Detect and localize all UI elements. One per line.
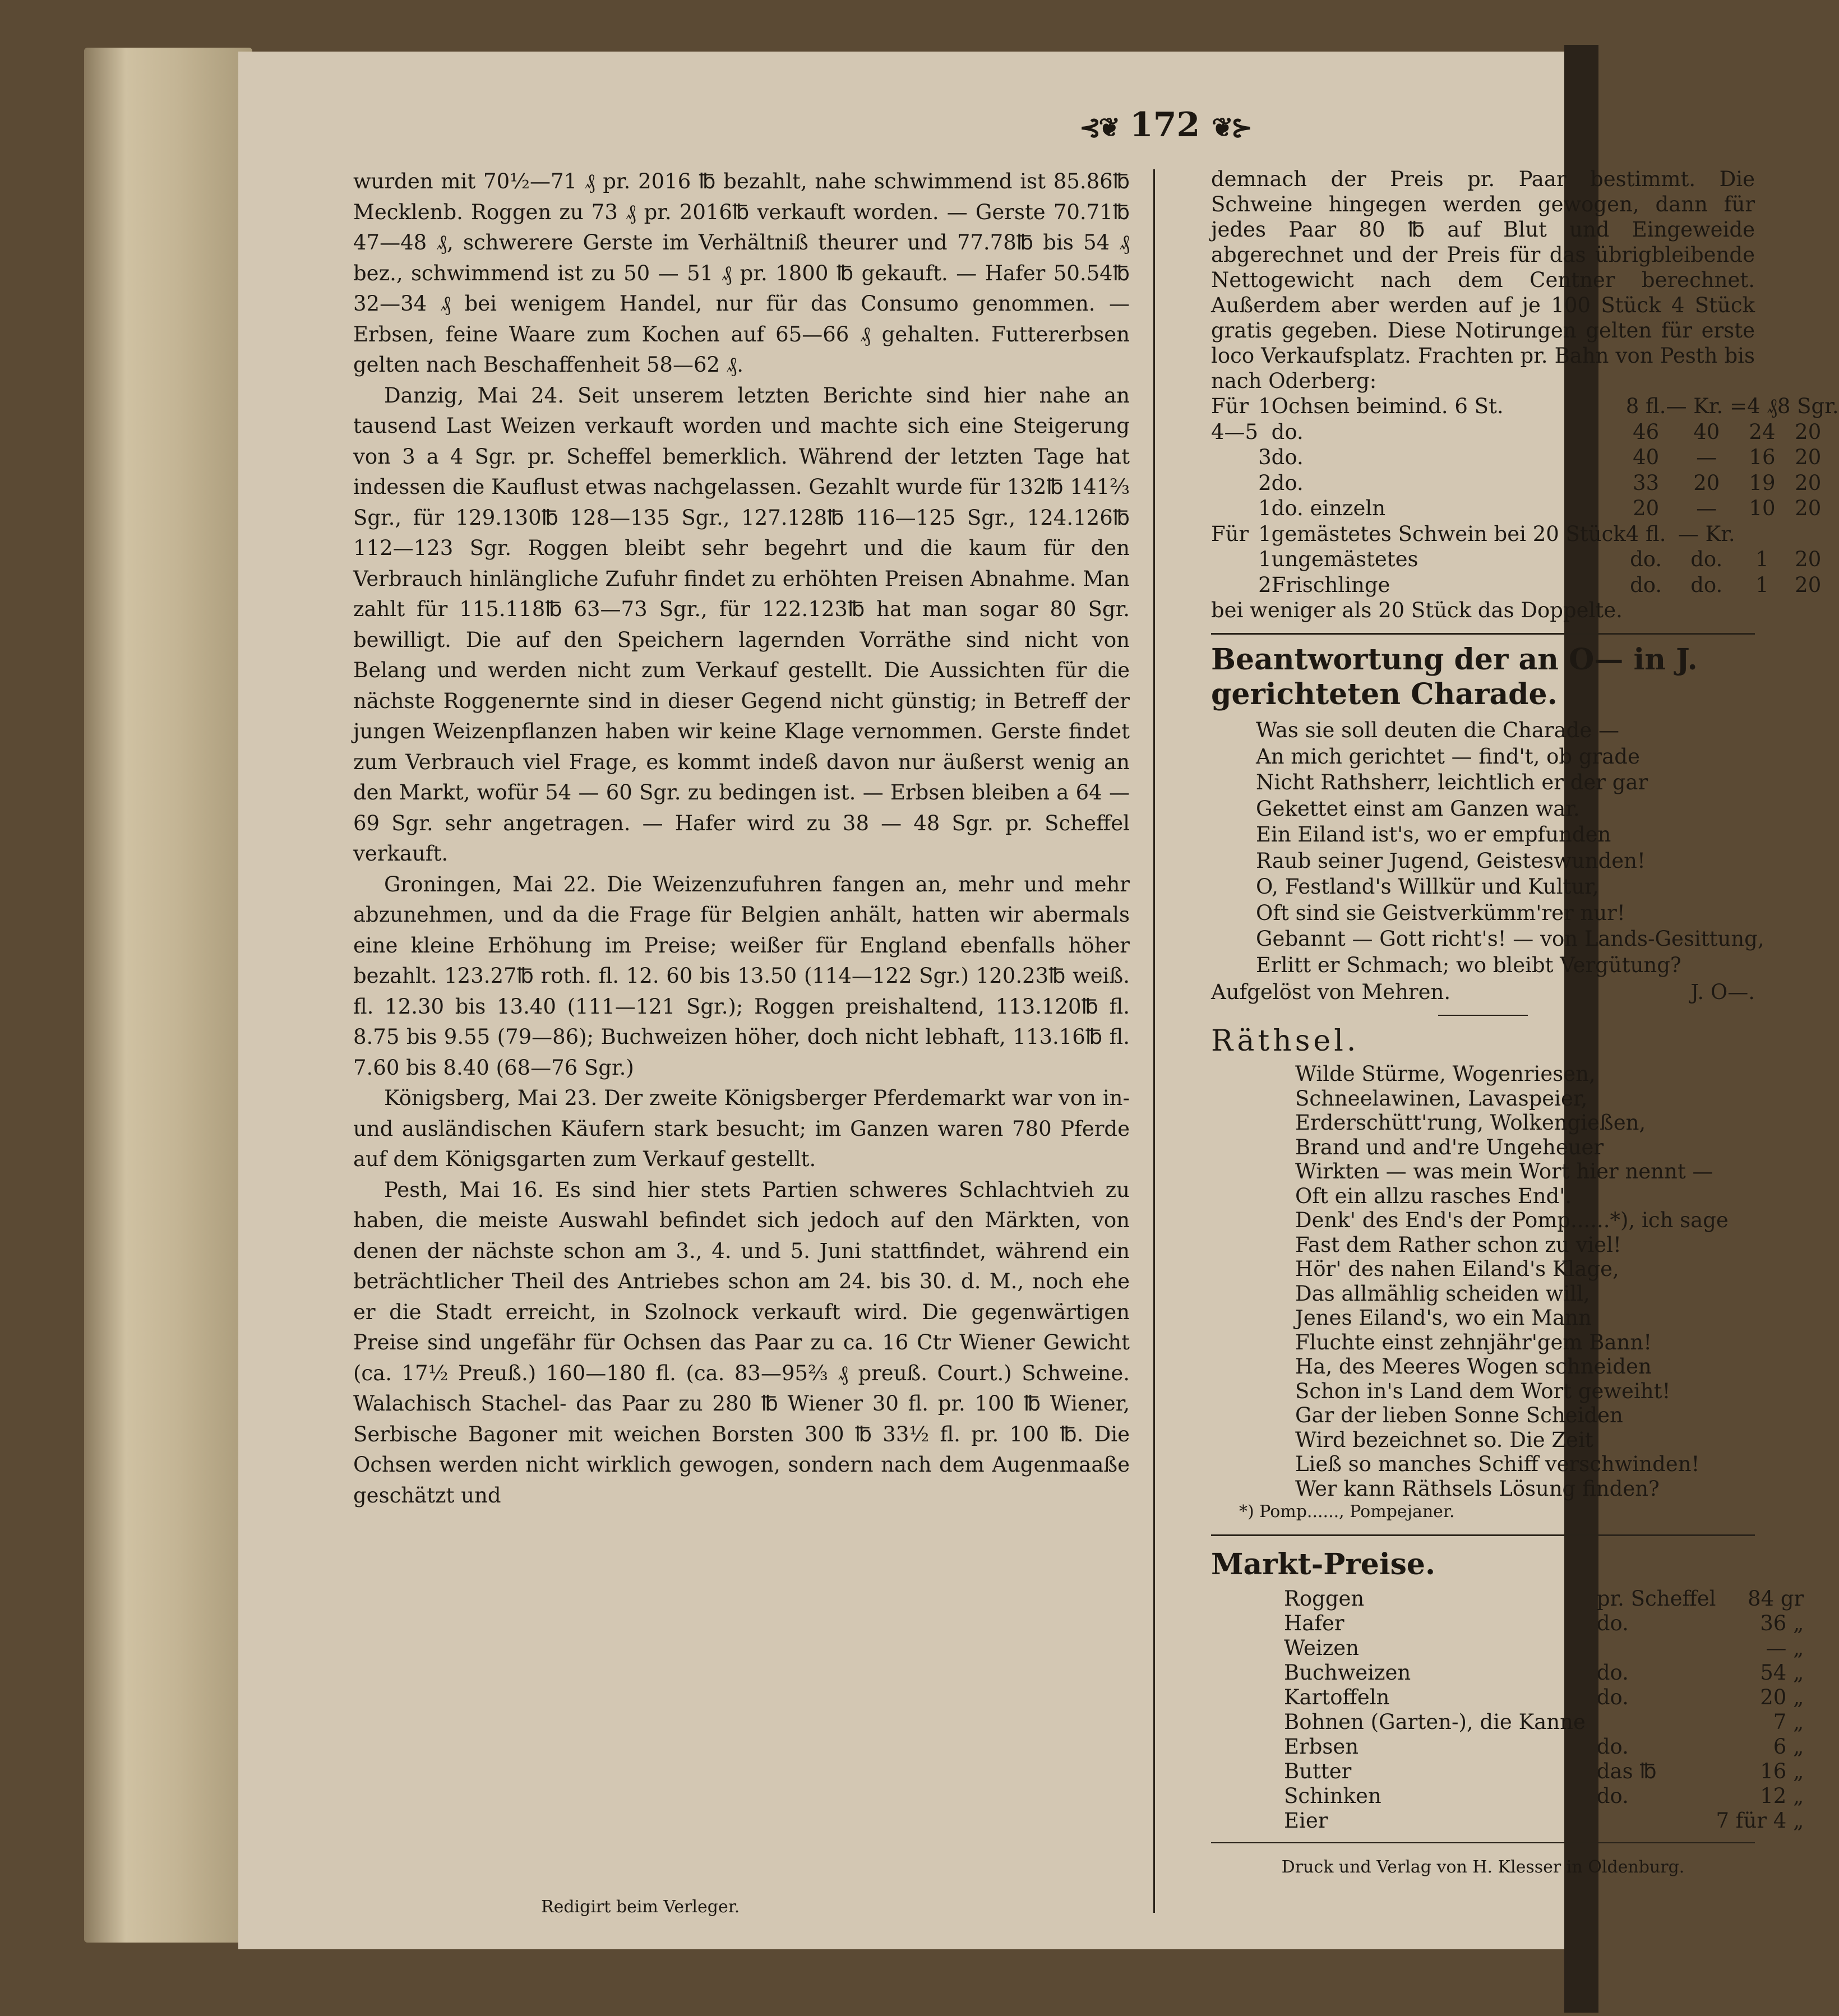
freight-cell: 20 xyxy=(1795,547,1822,571)
freight-cell: Ochsen beimind. 6 St. xyxy=(1271,394,1504,418)
riddle-poem xyxy=(1295,1062,1755,1501)
freight-cell: 20 xyxy=(1795,419,1822,444)
freight-cell xyxy=(1747,521,1777,547)
freight-cell: 8 fl. xyxy=(1625,394,1666,418)
freight-cell: 4—5 xyxy=(1211,419,1259,444)
market-row xyxy=(1284,1661,1804,1685)
freight-cell: Für xyxy=(1211,521,1249,546)
freight-cell: Frischlinge xyxy=(1271,572,1390,597)
article-paragraph: wurden mit 70½—71 ₰ pr. 2016 ℔ bezahlt, nahe schwimmend ist 85.86℔ Mecklenb. Roggen zu 73 ₰ pr. 2016℔ verkauft worden. — Gerste 70.71℔ 47—48 ₰, schwerere Gerste im Verhältniß theurer und 77.78℔ bis 54 ₰ bez., schwimmend ist zu 50 — 51 ₰ pr. 1800 ℔ gekauft. — Hafer 50.54℔ 32—34 ₰ bei wenigem Handel, nur für das Consumo genommen. — Erbsen, feine Waare zum Kochen auf 65—66 ₰ gehalten. Futtererbsen gelten nach Beschaffenheit 58—62 ₰. xyxy=(353,169,1130,377)
freight-cell: 1 xyxy=(1258,496,1272,520)
market-table xyxy=(1284,1587,1804,1833)
charade-line: O, Festland's Willkür und Kultur, xyxy=(1256,875,1599,899)
freight-cell: 4 ₰ xyxy=(1747,394,1777,418)
market-unit: do. xyxy=(1596,1611,1629,1635)
charade-line: Was sie soll deuten die Charade — xyxy=(1256,718,1620,742)
freight-cell: 1 xyxy=(1258,521,1272,546)
section-rule-2 xyxy=(1211,1534,1755,1536)
riddle-heading: Räthsel. xyxy=(1211,1024,1360,1058)
riddle-line: Erderschütt'rung, Wolkengießen, xyxy=(1295,1111,1646,1135)
riddle-line: Wilde Stürme, Wogenriesen, xyxy=(1295,1062,1596,1086)
freight-cell: 8 Sgr. xyxy=(1777,394,1839,418)
freight-cell: 10 xyxy=(1749,496,1776,520)
market-item: Buchweizen xyxy=(1284,1661,1411,1685)
market-item: Bohnen (Garten-), die Kanne xyxy=(1284,1710,1586,1734)
freight-cell: 20 xyxy=(1795,572,1822,597)
newspaper-page xyxy=(238,52,1839,1949)
market-price: 7 für 4 „ xyxy=(1716,1809,1804,1833)
page-number xyxy=(1079,105,1250,145)
market-item: Kartoffeln xyxy=(1284,1685,1390,1709)
market-row xyxy=(1284,1735,1804,1759)
charade-heading-1: Beantwortung der an O— in J. xyxy=(1211,642,1698,677)
freight-cell: — xyxy=(1696,496,1717,520)
market-item: Eier xyxy=(1284,1809,1328,1833)
right-footer: Druck und Verlag von H. Klesser in Oldenburg. xyxy=(1281,1857,1685,1877)
riddle-line: Gar der lieben Sonne Scheiden xyxy=(1295,1403,1623,1427)
riddle-line: Wer kann Räthsels Lösung finden? xyxy=(1295,1476,1660,1501)
freight-cell xyxy=(1211,445,1258,470)
section-rule xyxy=(1211,633,1755,635)
charade-signature-right: J. O—. xyxy=(1690,980,1755,1004)
freight-cell: 1 xyxy=(1258,394,1272,418)
freight-cell: 1 xyxy=(1755,572,1769,597)
market-unit: do. xyxy=(1596,1784,1629,1808)
footer-rule xyxy=(1211,1842,1755,1843)
freight-cell xyxy=(1211,496,1258,521)
right-intro-text: demnach der Preis pr. Paar bestimmt. Die Schweine hingegen werden gewogen, dann für jedes Paar 80 ℔ auf Blut und Eingeweide abgerechnet und der Preis für das übrigbleibende Nettogewicht nach dem Centner berechnet. Außerdem aber werden auf je 100 Stück 4 Stück gratis gegeben. Diese Notirungen gelten für erste loco Verkaufsplatz. Frachten pr. Bahn von Pesth bis nach Oderberg: xyxy=(1211,167,1755,393)
freight-cell: 4 fl. xyxy=(1625,521,1666,546)
riddle-line: Ließ so manches Schiff verschwinden! xyxy=(1295,1452,1700,1476)
charade-heading-2: gerichteten Charade. xyxy=(1211,677,1558,711)
market-price: — „ xyxy=(1766,1636,1804,1660)
market-item: Butter xyxy=(1284,1759,1352,1783)
riddle-line: Schon in's Land dem Wort geweiht! xyxy=(1295,1379,1671,1403)
freight-cell: do. xyxy=(1271,445,1304,469)
riddle-line: Fast dem Rather schon zu viel! xyxy=(1295,1232,1621,1257)
charade-poem xyxy=(1256,718,1764,978)
freight-cell xyxy=(1211,470,1258,496)
freight-cell: 1 xyxy=(1258,547,1272,571)
charade-line: Gekettet einst am Ganzen war. xyxy=(1256,796,1580,821)
riddle-line: Denk' des End's der Pomp......*), ich sage xyxy=(1295,1208,1729,1232)
freight-cell: 16 xyxy=(1749,445,1776,469)
market-row xyxy=(1284,1611,1804,1636)
freight-cell: — Kr. xyxy=(1678,521,1735,546)
freight-row xyxy=(1211,470,1839,496)
market-price: 6 „ xyxy=(1773,1735,1804,1759)
market-unit: do. xyxy=(1596,1685,1629,1709)
market-row xyxy=(1284,1784,1804,1809)
market-unit xyxy=(1586,1710,1716,1735)
charade-line: Gebannt — Gott richt's! — von Lands-Gesittung, xyxy=(1256,927,1764,951)
page-number-text: 172 xyxy=(1129,105,1200,145)
charade-line: An mich gerichtet — find't, ob grade xyxy=(1256,744,1640,769)
riddle-line: Das allmählig scheiden will, xyxy=(1295,1281,1590,1306)
freight-row xyxy=(1211,394,1839,419)
market-row xyxy=(1284,1636,1804,1661)
market-unit: do. xyxy=(1596,1735,1629,1759)
riddle-line: Brand und and're Ungeheuer xyxy=(1295,1135,1604,1159)
market-price: 16 „ xyxy=(1760,1759,1804,1783)
market-row xyxy=(1284,1809,1804,1833)
freight-cell: Für xyxy=(1211,394,1249,418)
freight-row xyxy=(1211,572,1839,598)
freight-cell: do. xyxy=(1690,572,1723,597)
freight-row xyxy=(1211,419,1839,445)
riddle-line: Hör' des nahen Eiland's Klage, xyxy=(1295,1257,1619,1281)
freight-cell: — xyxy=(1696,445,1717,469)
riddle-line: Schneelawinen, Lavaspeier, xyxy=(1295,1086,1588,1111)
freight-cell: 40 xyxy=(1693,419,1720,444)
freight-row xyxy=(1211,547,1839,572)
market-price: 84 gr xyxy=(1748,1587,1804,1611)
charade-line: Nicht Rathsherr, leichtlich er der gar xyxy=(1256,770,1648,794)
freight-cell: 33 xyxy=(1633,470,1660,495)
market-unit: pr. Scheffel xyxy=(1596,1587,1716,1611)
riddle-line: Wird bezeichnet so. Die Zeit xyxy=(1295,1427,1593,1452)
riddle-line: Fluchte einst zehnjähr'gem Bann! xyxy=(1295,1330,1652,1354)
freight-row xyxy=(1211,521,1839,547)
freight-cell: gemästetes Schwein bei 20 Stück xyxy=(1271,521,1626,546)
charade-line: Oft sind sie Geistverkümm'rer nur! xyxy=(1256,900,1625,925)
market-item: Schinken xyxy=(1284,1784,1381,1808)
freight-cell: 40 xyxy=(1633,445,1660,469)
market-row xyxy=(1284,1587,1804,1611)
freight-cell xyxy=(1777,521,1839,547)
freight-cell: 20 xyxy=(1795,445,1822,469)
market-price: 12 „ xyxy=(1760,1784,1804,1808)
freight-cell: 2 xyxy=(1258,572,1272,597)
freight-cell: do. xyxy=(1271,419,1304,444)
market-unit xyxy=(1586,1809,1716,1833)
market-unit xyxy=(1586,1636,1716,1661)
market-price: 54 „ xyxy=(1760,1661,1804,1685)
left-column xyxy=(353,167,1130,1511)
market-unit: das ℔ xyxy=(1596,1759,1657,1783)
freight-cell: do. xyxy=(1690,547,1723,571)
book-page-edges xyxy=(84,48,252,1943)
freight-cell xyxy=(1211,547,1258,572)
article-paragraph: Danzig, Mai 24. Seit unserem letzten Berichte sind hier nahe an tausend Last Weizen verkauft worden und machte sich eine Steigerung von 3 a 4 Sgr. pr. Scheffel bemerklich. Während der letzten Tage hat indessen die Kauflust etwas nachgelassen. Gezahlt wurde für 132℔ 141⅔ Sgr., für 129.130℔ 128—135 Sgr., 127.128℔ 116—125 Sgr., 124.126℔ 112—123 Sgr. Roggen bleibt sehr begehrt und die kaum für den Verbrauch hinlängliche Zufuhr findet zu erhöhten Preisen Abnahme. Man zahlt für 115.118℔ 63—73 Sgr., für 122.123℔ hat man sogar 80 Sgr. bewilligt. Die auf den Speichern lagernden Vorräthe sind nicht von Belang und werden nicht zum Verkauf gestellt. Die Aussichten für die nächste Roggenernte sind in dieser Gegend nicht günstig; in Betreff der jungen Weizenpflanzen haben wir keine Klage vernommen. Gerste findet zum Verbrauch viel Frage, es kommt indeß davon nur äußerst wenig an den Markt, wofür 54 — 60 Sgr. zu bedingen ist. — Erbsen bleiben a 64 — 69 Sgr. sehr angetragen. — Hafer wird zu 38 — 48 Sgr. pr. Scheffel verkauft. xyxy=(353,383,1130,866)
market-row xyxy=(1284,1685,1804,1710)
freight-cell: 2 xyxy=(1258,470,1272,495)
freight-table xyxy=(1211,394,1839,598)
freight-cell: do. xyxy=(1271,470,1304,495)
market-item: Weizen xyxy=(1284,1636,1359,1660)
riddle-line: Oft ein allzu rasches End'. xyxy=(1295,1183,1572,1208)
charade-line: Ein Eiland ist's, wo er empfunden xyxy=(1256,822,1611,847)
freight-cell xyxy=(1211,572,1258,598)
riddle-line: Jenes Eiland's, wo ein Mann xyxy=(1295,1306,1592,1330)
market-unit: do. xyxy=(1596,1661,1629,1685)
freight-cell: ungemästetes xyxy=(1271,547,1418,571)
market-price: 7 „ xyxy=(1773,1710,1804,1734)
left-footer: Redigirt beim Verleger. xyxy=(541,1897,740,1917)
market-price: 20 „ xyxy=(1760,1685,1804,1709)
market-row xyxy=(1284,1710,1804,1735)
freight-cell: do. einzeln xyxy=(1271,496,1386,520)
riddle-line: Ha, des Meeres Wogen schneiden xyxy=(1295,1354,1652,1379)
freight-cell: 20 xyxy=(1795,470,1822,495)
freight-note: bei weniger als 20 Stück das Doppelte. xyxy=(1211,598,1623,622)
freight-cell: 20 xyxy=(1633,496,1660,520)
market-item: Roggen xyxy=(1284,1587,1365,1611)
freight-cell: 20 xyxy=(1795,496,1822,520)
charade-line: Erlitt er Schmach; wo bleibt Vergütung? xyxy=(1256,952,1681,977)
riddle-footnote: *) Pomp......, Pompejaner. xyxy=(1239,1502,1455,1522)
freight-cell: 24 xyxy=(1749,419,1776,444)
freight-cell: 20 xyxy=(1693,470,1720,495)
article-paragraph: Pesth, Mai 16. Es sind hier stets Partien schweres Schlachtvieh zu haben, die meiste Auswahl befindet sich jedoch auf den Märkten, von denen der nächste schon am 3., 4. und 5. Juni stattfindet, während ein beträchtlicher Theil des Antriebes schon am 24. bis 30. d. M., noch ehe er die Stadt erreicht, in Szolnock verkauft wird. Die gegenwärtigen Preise sind ungefähr für Ochsen das Paar zu ca. 16 Ctr Wiener Gewicht (ca. 17½ Preuß.) 160—180 fl. (ca. 83—95⅔ ₰ preuß. Court.) Schweine. Walachisch Stachel- das Paar zu 280 ℔ Wiener 30 fl. pr. 100 ℔ Wiener, Serbische Bagoner mit weichen Borsten 300 ℔ 33½ fl. pr. 100 ℔. Die Ochsen werden nicht wirklich gewogen, sondern nach dem Augenmaaße geschätzt und xyxy=(353,1177,1130,1508)
freight-cell: — Kr. = xyxy=(1666,394,1748,418)
charade-signature xyxy=(1211,979,1755,1005)
ornament-left-icon: ⊰❦ xyxy=(1079,112,1119,142)
article-paragraph: Groningen, Mai 22. Die Weizenzufuhren fangen an, mehr und mehr abzunehmen, und da die Frage für Belgien anhält, hatten wir abermals eine kleine Erhöhung im Preise; weißer für England ebenfalls höher bezahlt. 123.27℔ roth. fl. 12. 60 bis 13.50 (114—122 Sgr.) 120.23℔ weiß. fl. 12.30 bis 13.40 (111—121 Sgr.); Roggen preishaltend, 113.120℔ fl. 8.75 bis 9.55 (79—86); Buchweizen höher, doch nicht lebhaft, 113.16℔ fl. 7.60 bis 8.40 (68—76 Sgr.) xyxy=(353,872,1130,1080)
article-paragraph: Königsberg, Mai 23. Der zweite Königsberger Pferdemarkt war von in- und ausländischen Käufern stark besucht; im Ganzen waren 780 Pferde auf dem Königsgarten zum Verkauf gestellt. xyxy=(353,1086,1130,1171)
freight-cell xyxy=(1258,419,1272,445)
freight-row xyxy=(1211,445,1839,470)
charade-signature-left: Aufgelöst von Mehren. xyxy=(1211,980,1451,1004)
freight-cell: 46 xyxy=(1633,419,1660,444)
short-rule xyxy=(1438,1015,1528,1016)
market-heading: Markt-Preise. xyxy=(1211,1547,1436,1582)
market-item: Erbsen xyxy=(1284,1735,1359,1759)
freight-cell: 19 xyxy=(1749,470,1776,495)
market-row xyxy=(1284,1759,1804,1784)
right-column xyxy=(1211,167,1839,1880)
charade-line: Raub seiner Jugend, Geisteswunden! xyxy=(1256,848,1646,873)
market-price: 36 „ xyxy=(1760,1611,1804,1635)
freight-cell: 1 xyxy=(1755,547,1769,571)
freight-cell: do. xyxy=(1630,547,1662,571)
riddle-line: Wirkten — was mein Wort hier nennt — xyxy=(1295,1159,1713,1183)
freight-cell: 3 xyxy=(1258,445,1272,469)
freight-cell: do. xyxy=(1630,572,1662,597)
column-divider xyxy=(1153,169,1155,1913)
freight-row xyxy=(1211,496,1839,521)
market-item: Hafer xyxy=(1284,1611,1344,1635)
ornament-right-icon: ❦⊱ xyxy=(1212,112,1251,142)
